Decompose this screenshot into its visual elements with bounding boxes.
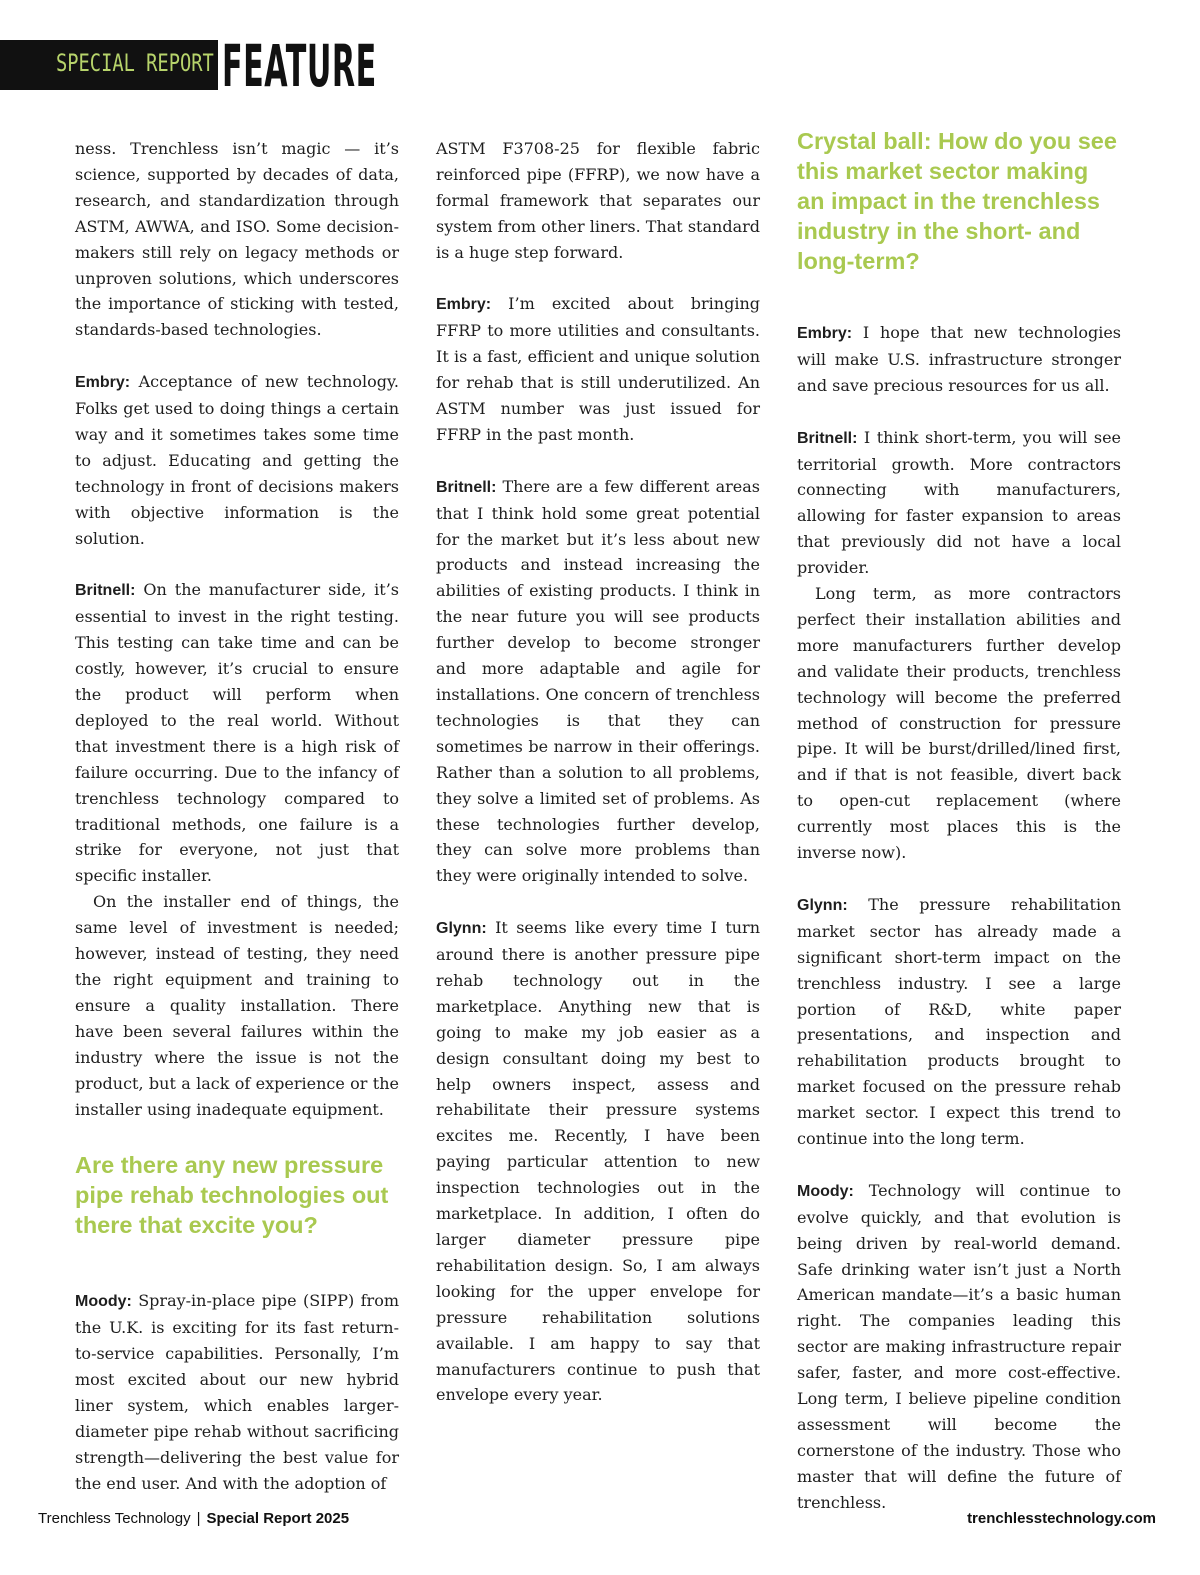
paragraph: ness. Trenchless isn’t magic — it’s science, supported by decades of data, research, and standardization through ASTM, AWWA, and ISO. Some decision-makers still rely on legacy methods or unproven solutions, which underscores the importance of sticking with tested, standards-based technologies. [75,139,399,340]
speaker-name: Britnell: [436,478,497,496]
answer-glynn [797,892,1121,1152]
paragraph: On the installer end of things, the same level of investment is needed; however, instead of testing, they need the right equipment and training to ensure a quality installation. There have been several failures within the industry where the issue is not the product, but a lack of experience or the installer using inadequate equipment. [75,892,399,1119]
speaker-name: Moody: [75,1293,132,1311]
paragraph: Long term, as more contractors perfect their installation abilities and more manufacturers further develop and validate their products, trenchless technology will become the preferred method of construction for pressure pipe. It will be burst/drilled/lined first, and if that is not feasible, divert back to open-cut replacement (where currently most places this is the inverse now). [797,584,1121,863]
answer-britnell [436,474,760,890]
paragraph: ASTM F3708-25 for flexible fabric reinforced pipe (FFRP), we now have a formal framework that separates our system from other liners. That standard is a huge step forward. [436,139,760,262]
answer-moody [797,1178,1121,1516]
article-column-2 [436,136,760,1408]
answer-text: The pressure rehabilitation market sector has already made a significant short-term impact on the trenchless industry. I see a large portion of R&D, white paper presentations, and inspection and rehabilitation products brought to market focused on the pressure rehab market sector. I expect this trend to continue into the long term. [797,894,1121,1149]
speaker-name: Britnell: [797,429,858,447]
answer-text: Technology will continue to evolve quickly, and that evolution is being driven by real-world demand. Safe drinking water isn’t just a North American mandate—it’s a basic human right. The companies leading this sector are making infrastructure repair safer, faster, and more cost-effective. Long term, I believe pipeline condition assessment will become the cornerstone of the industry. Those who master that will define the future of trenchless. [797,1180,1121,1512]
speaker-name: Glynn: [436,920,487,938]
answer-text: I hope that new technologies will make U.S. infrastructure stronger and save precious resources for us all. [797,323,1121,395]
speaker-name: Britnell: [75,582,136,600]
answer-text: It seems like every time I turn around there is another pressure pipe rehab technology out in the marketplace. Anything new that is going to make my job easier as a design consultant doing my best to help owners inspect, assess and rehabilitate their pressure systems excites me. Recently, I have been paying particular attention to new inspection technologies out in the marketplace. In addition, I often do larger diameter pressure pipe rehabilitation design. So, I am always looking for the upper envelope for pressure rehabilitation solutions available. I am happy to say that manufacturers continue to push that envelope every year. [436,918,760,1405]
answer-text: I’m excited about bringing FFRP to more utilities and consultants. It is a fast, efficient and unique solution for rehab that is still underutilized. An ASTM number was just issued for FFRP in the past month. [436,294,760,444]
speaker-name: Glynn: [797,896,848,914]
section-title: FEATURE [222,32,377,100]
speaker-name: Moody: [797,1182,854,1200]
question-heading: Are there any new pressure pipe rehab technologies out there that excite you? [75,1152,389,1239]
answer-text: There are a few different areas that I think hold some great potential for the market but it’s less about new products and instead increasing the abilities of existing products. I think in the near future you will see products further develop to become stronger and more adaptable and agile for installations. One concern of trenchless technologies is that they can sometimes be narrow in their offerings. Rather than a solution to all problems, they solve a limited set of problems. As these technologies further develop, they can solve more problems than they were originally intended to solve. [436,476,760,886]
answer-text: On the manufacturer side, it’s essential to invest in the right testing. This testing can take time and can be costly, however, it’s crucial to ensure the product will perform when deployed to the real world. Without that investment there is a high risk of failure occurring. Due to the infancy of trenchless technology compared to traditional methods, one failure is a strike for everyone, not just that specific installer. [75,580,399,886]
section-banner [0,32,377,100]
section-label: SPECIAL REPORT [56,49,214,77]
answer-moody [75,1288,399,1496]
speaker-name: Embry: [436,296,492,314]
answer-glynn [436,915,760,1408]
footer-publication [38,1510,349,1527]
article-column-3 [797,126,1121,1516]
answer-embry [436,291,760,447]
issue-name: Special Report 2025 [206,1510,350,1527]
question-heading: Crystal ball: How do you see this market sector making an impact in the trenchless industry in the short- and long-term? [797,128,1117,274]
answer-embry [75,369,399,551]
answer-britnell [797,425,1121,581]
answer-text: Acceptance of new technology. Folks get used to doing things a certain way and it sometimes takes some time to adjust. Educating and getting the technology in front of decisions makers with objective information is the solution. [75,372,399,548]
answer-text: I think short-term, you will see territorial growth. More contractors connecting with manufacturers, allowing for faster expansion to areas that previously did not have a local provider. [797,427,1121,578]
answer-embry [797,320,1121,399]
article-column-1 [75,136,399,1497]
section-title-box [218,32,377,100]
footer-separator: | [196,1510,201,1527]
publication-name: Trenchless Technology [38,1510,191,1527]
answer-britnell [75,577,399,889]
speaker-name: Embry: [797,325,853,342]
speaker-name: Embry: [75,374,131,392]
answer-text: Spray-in-place pipe (SIPP) from the U.K. is exciting for its fast return-to-service capabilities. Personally, I’m most excited about our new hybrid liner system, which enables larger-diameter pipe rehab without sacrificing strength—delivering the best value for the end user. And with the adoption of [75,1291,399,1493]
footer-website[interactable]: trenchlesstechnology.com [967,1510,1156,1527]
